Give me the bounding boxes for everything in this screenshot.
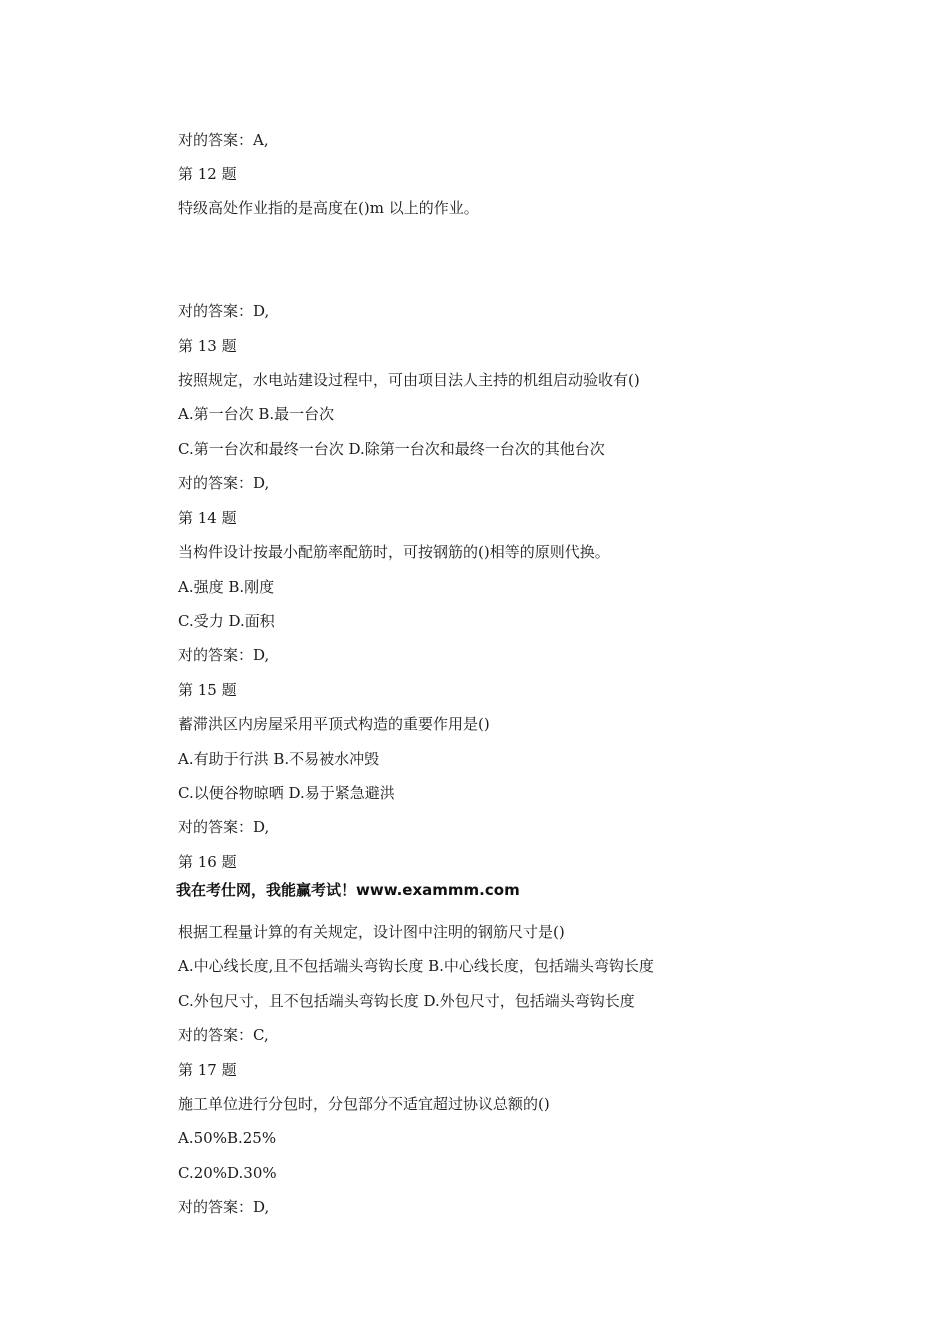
option-line: C.以便谷物晾晒 D.易于紧急避洪 [178,784,395,802]
option-line: C.第一台次和最终一台次 D.除第一台次和最终一台次的其他台次 [178,440,605,458]
option-line: A.第一台次 B.最一台次 [178,405,335,423]
question-text: 施工单位进行分包时，分包部分不适宜超过协议总额的() [178,1095,550,1113]
question-number: 第 12 题 [178,165,237,183]
answer-line: 对的答案：A, [178,131,269,149]
answer-line: 对的答案：D, [178,818,270,836]
question-text: 蓄滞洪区内房屋采用平顶式构造的重要作用是() [178,715,490,733]
answer-line: 对的答案：D, [178,302,270,320]
answer-line: 对的答案：D, [178,474,270,492]
question-text: 根据工程量计算的有关规定，设计图中注明的钢筋尺寸是() [178,923,565,941]
option-line: C.外包尺寸，且不包括端头弯钩长度 D.外包尺寸，包括端头弯钩长度 [178,992,635,1010]
site-banner: 我在考仕网，我能赢考试！www.exammm.com [176,881,520,899]
option-line: C.受力 D.面积 [178,612,275,630]
answer-line: 对的答案：C, [178,1026,269,1044]
option-line: A.50%B.25% [178,1129,277,1147]
option-line: A.强度 B.刚度 [178,578,275,596]
question-number: 第 14 题 [178,509,237,527]
question-number: 第 16 题 [178,853,237,871]
question-number: 第 17 题 [178,1061,237,1079]
option-line: A.中心线长度,且不包括端头弯钩长度 B.中心线长度，包括端头弯钩长度 [178,957,654,975]
question-text: 按照规定，水电站建设过程中，可由项目法人主持的机组启动验收有() [178,371,640,389]
answer-line: 对的答案：D, [178,646,270,664]
question-text: 当构件设计按最小配筋率配筋时，可按钢筋的()相等的原则代换。 [178,543,610,561]
option-line: C.20%D.30% [178,1164,277,1182]
question-number: 第 13 题 [178,337,237,355]
question-number: 第 15 题 [178,681,237,699]
answer-line: 对的答案：D, [178,1198,270,1216]
option-line: A.有助于行洪 B.不易被水冲毁 [178,750,380,768]
question-text: 特级高处作业指的是高度在()m 以上的作业。 [178,199,479,217]
